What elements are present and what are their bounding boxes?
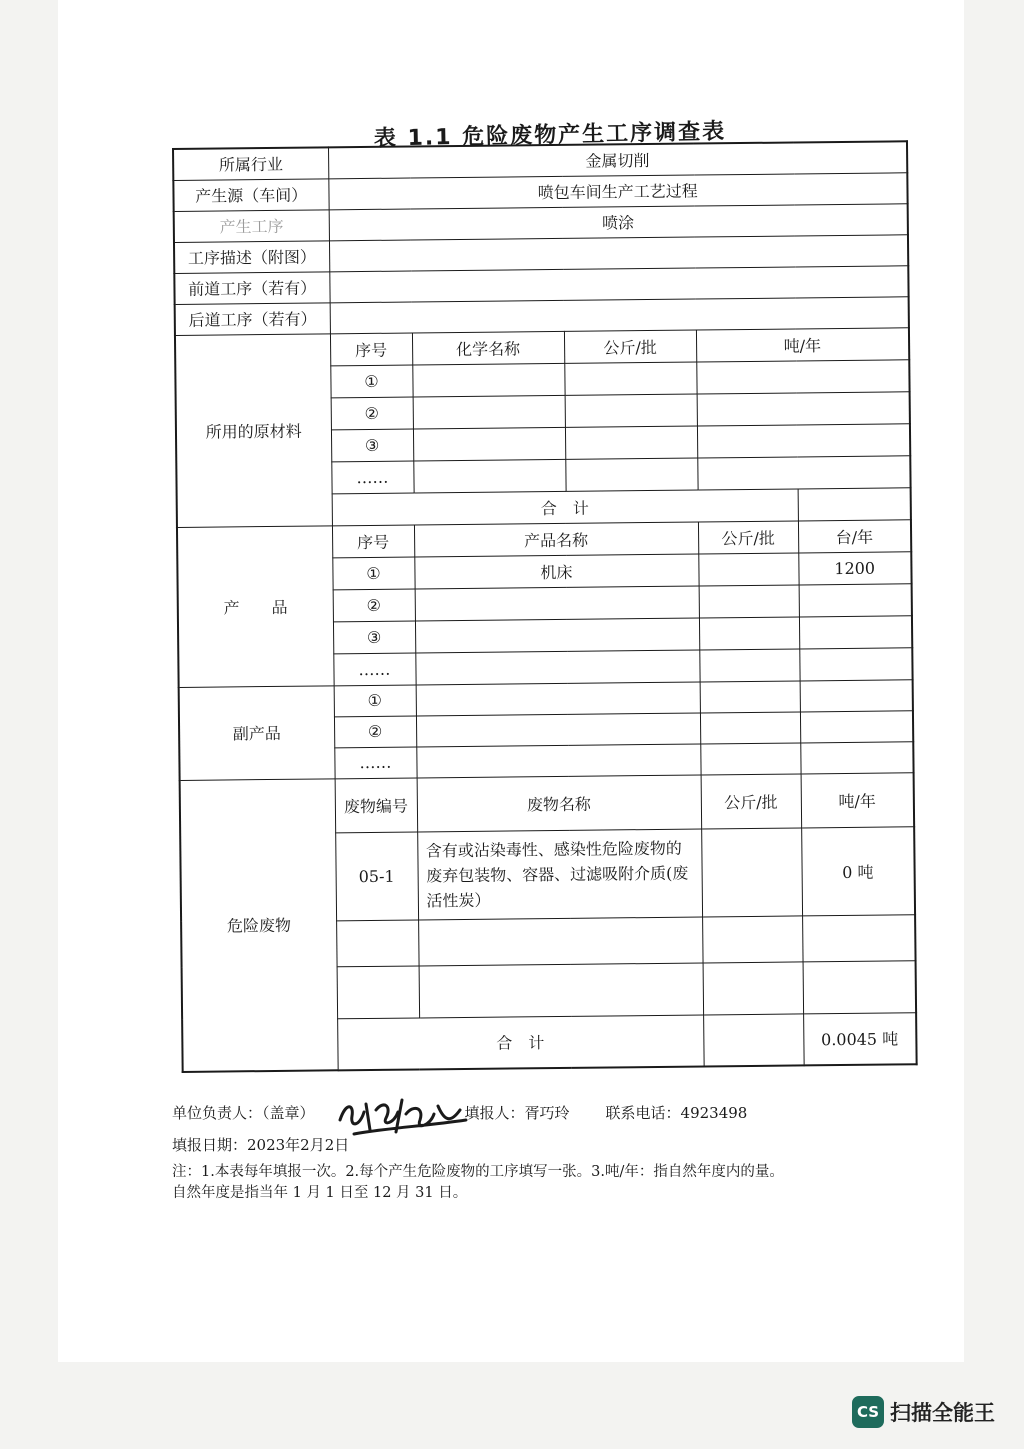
waste-kg xyxy=(703,961,804,1014)
survey-form xyxy=(172,140,916,1090)
hazardous-header-row xyxy=(180,772,915,834)
waste-code xyxy=(336,919,418,966)
raw-item-kg xyxy=(565,394,697,427)
raw-item-no: …… xyxy=(331,460,413,493)
camscanner-logo-icon: CS xyxy=(852,1396,884,1428)
raw-item-tons xyxy=(697,391,910,425)
survey-table xyxy=(172,140,918,1073)
raw-materials-label: 所用的原材料 xyxy=(175,333,332,527)
byproduct-units xyxy=(800,710,913,742)
waste-name xyxy=(418,916,702,965)
product-no: ① xyxy=(332,556,414,589)
byproduct-name xyxy=(416,744,700,778)
byproduct-kg xyxy=(700,742,800,774)
product-header-no: 序号 xyxy=(332,524,414,557)
process-value: 喷涂 xyxy=(329,203,908,240)
waste-kg xyxy=(701,827,802,916)
product-units xyxy=(799,615,912,648)
note-line-1: 注：1.本表每年填报一次。2.每个产生危险废物的工序填写一张。3.吨/年：指自然年度内的量。 xyxy=(172,1164,784,1180)
process-label: 产生工序 xyxy=(174,209,329,242)
byproduct-no: ① xyxy=(334,684,416,716)
raw-header-kg: 公斤/批 xyxy=(564,330,696,363)
product-units xyxy=(799,583,912,616)
source-label: 产生源（车间） xyxy=(173,178,328,211)
industry-value: 金属切削 xyxy=(328,141,907,178)
hazardous-total-kg xyxy=(703,1013,804,1066)
byproduct-no: ② xyxy=(334,715,416,747)
raw-item-chem xyxy=(413,395,565,429)
hazardous-total-label: 合 计 xyxy=(337,1014,704,1070)
byproduct-no: …… xyxy=(334,746,416,778)
product-kg xyxy=(699,616,799,649)
industry-label: 所属行业 xyxy=(173,147,328,180)
description-label: 工序描述（附图） xyxy=(174,240,329,273)
raw-item-kg xyxy=(564,362,696,395)
product-kg xyxy=(699,584,799,617)
waste-code: 05-1 xyxy=(335,831,418,920)
waste-header-name: 废物名称 xyxy=(417,774,702,831)
responsible-label: 单位负责人：（盖章） xyxy=(172,1104,315,1122)
raw-total-label: 合 计 xyxy=(332,488,798,525)
waste-header-code: 废物编号 xyxy=(335,777,418,832)
raw-total-value xyxy=(798,487,911,520)
product-kg xyxy=(699,648,799,681)
page-title: 表 1.1 危险废物产生工序调查表 xyxy=(373,119,727,152)
product-kg xyxy=(698,552,798,585)
raw-header-no: 序号 xyxy=(330,332,412,365)
report-date: 填报日期：2023年2月2日 xyxy=(172,1136,350,1154)
waste-tons xyxy=(803,960,917,1013)
byproduct-kg xyxy=(700,680,800,712)
products-label: 产 品 xyxy=(177,525,334,687)
byproduct-name xyxy=(416,713,700,747)
byproducts-label: 副产品 xyxy=(179,685,335,780)
raw-item-no: ② xyxy=(331,396,413,429)
raw-item-no: ③ xyxy=(331,428,413,461)
next-label: 后道工序（若有） xyxy=(175,302,330,335)
scanner-watermark xyxy=(852,1396,995,1428)
raw-item-no: ① xyxy=(330,364,412,397)
product-header-units: 台/年 xyxy=(798,519,911,552)
raw-item-tons xyxy=(697,455,910,489)
product-name xyxy=(415,618,699,653)
product-name: 机床 xyxy=(414,554,698,589)
product-units xyxy=(799,647,912,680)
waste-code xyxy=(337,965,420,1018)
byproduct-name xyxy=(416,682,700,716)
hazardous-label: 危险废物 xyxy=(180,778,338,1072)
source-value: 喷包车间生产工艺过程 xyxy=(328,172,907,209)
phone-label: 联系电话：4923498 xyxy=(605,1104,748,1122)
raw-header-tons: 吨/年 xyxy=(696,327,909,361)
waste-tons xyxy=(802,914,915,961)
reporter-label: 填报人：胥巧玲 xyxy=(464,1104,570,1122)
product-no: …… xyxy=(333,652,415,685)
raw-item-chem xyxy=(413,459,565,493)
waste-tons: 0 吨 xyxy=(801,826,915,915)
waste-name: 含有或沾染毒性、感染性危险废物的废弃包装物、容器、过滤吸附介质(废活性炭） xyxy=(417,828,702,919)
raw-header-chem: 化学名称 xyxy=(412,331,564,365)
product-units: 1200 xyxy=(798,551,911,584)
byproduct-kg xyxy=(700,711,800,743)
note-line-2: 自然年度是指当年 1 月 1 日至 12 月 31 日。 xyxy=(172,1185,468,1201)
raw-item-kg xyxy=(565,426,697,459)
byproduct-units xyxy=(800,679,913,711)
product-header-name: 产品名称 xyxy=(414,522,698,557)
raw-item-chem xyxy=(413,427,565,461)
raw-item-kg xyxy=(565,458,697,491)
product-no: ③ xyxy=(333,620,415,653)
watermark-text: 扫描全能王 xyxy=(890,1401,995,1425)
raw-item-chem xyxy=(412,363,564,397)
product-no: ② xyxy=(333,588,415,621)
product-header-kg: 公斤/批 xyxy=(698,520,798,553)
product-name xyxy=(415,650,699,685)
hazardous-total-value: 0.0045 吨 xyxy=(803,1012,917,1065)
previous-label: 前道工序（若有） xyxy=(174,271,329,304)
raw-item-tons xyxy=(696,359,909,393)
raw-item-tons xyxy=(697,423,910,457)
product-name xyxy=(415,586,699,621)
waste-kg xyxy=(702,915,802,962)
byproduct-units xyxy=(800,741,913,773)
waste-header-kg: 公斤/批 xyxy=(701,773,802,828)
waste-name xyxy=(419,962,704,1017)
handwritten-signature xyxy=(336,1090,472,1138)
waste-header-tons: 吨/年 xyxy=(801,772,915,827)
